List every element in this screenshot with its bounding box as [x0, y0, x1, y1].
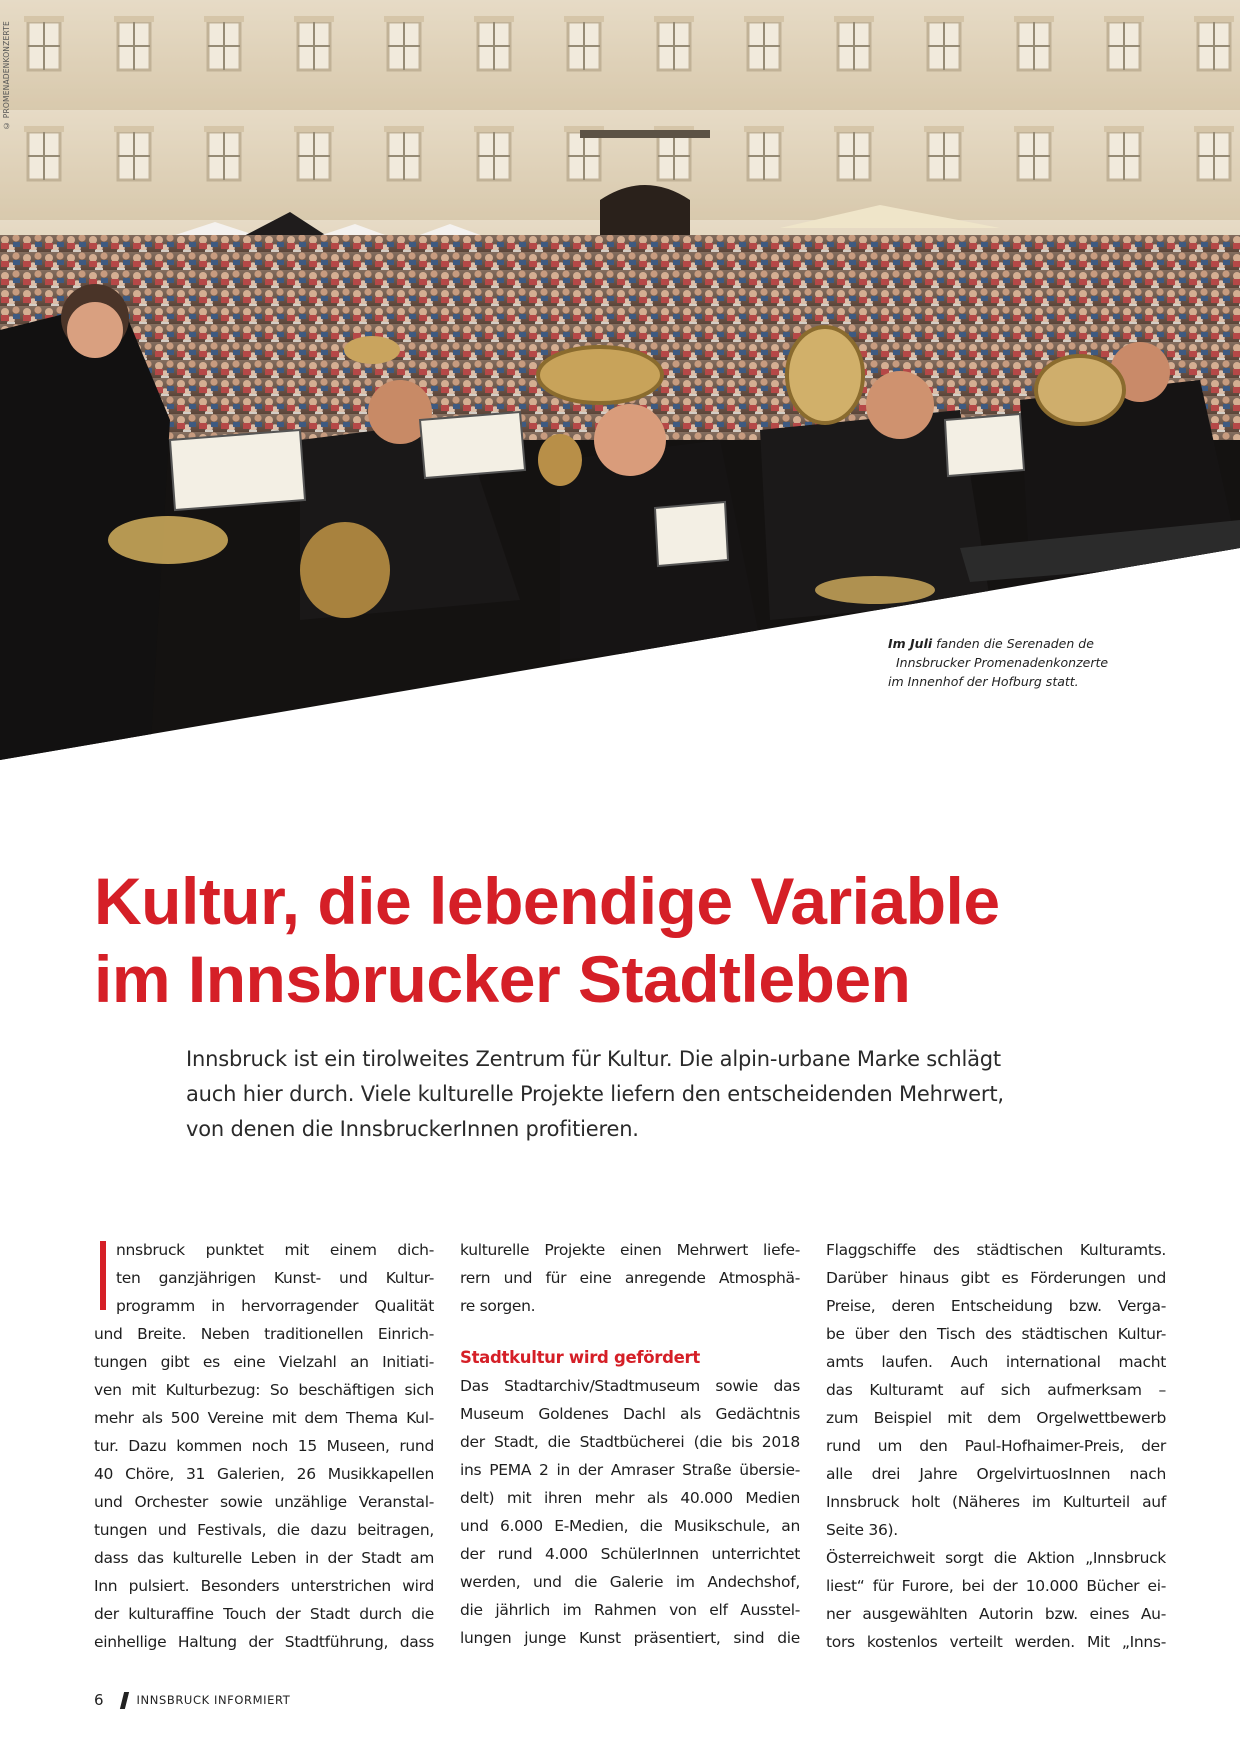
body-text-line: und 6.000 E-Medien, die Musikschule, an — [460, 1517, 800, 1535]
body-text-line: tungen und Festivals, die dazu beitragen, — [94, 1521, 434, 1539]
body-text-line: der Stadt, die Stadtbücherei (die bis 2018 — [460, 1433, 800, 1451]
body-text-line: der kulturaffine Touch der Stadt durch die — [94, 1605, 434, 1623]
body-text-line: Innsbruck holt (Näheres im Kulturteil auf — [826, 1493, 1166, 1511]
lead-line-3: von denen die InnsbruckerInnen profitieren. — [186, 1117, 639, 1141]
body-text-line: Das Stadtarchiv/Stadtmuseum sowie das — [460, 1377, 800, 1395]
publication-name: INNSBRUCK INFORMIERT — [136, 1693, 291, 1707]
body-text-line: be über den Tisch des städtischen Kultur- — [826, 1325, 1166, 1343]
body-text-line: tungen gibt es eine Vielzahl an Initiati- — [94, 1353, 434, 1371]
caption-line-2: Innsbrucker Promenadenkonzerte — [896, 655, 1109, 670]
body-column-1 — [94, 1236, 434, 1656]
body-text-line: ner ausgewählten Autorin bzw. eines Au- — [826, 1605, 1166, 1623]
body-text-line: delt) mit ihren mehr als 40.000 Medien — [460, 1489, 800, 1507]
body-text-line: liest“ für Furore, bei der 10.000 Bücher ei- — [826, 1577, 1166, 1595]
body-text-line: kulturelle Projekte einen Mehrwert liefe- — [460, 1241, 800, 1259]
headline-line-1: Kultur, die lebendige Variable — [94, 864, 1000, 938]
body-text-line: alle drei Jahre OrgelvirtuosInnen nach — [826, 1465, 1166, 1483]
article-headline — [94, 862, 1194, 1018]
body-text-line: Seite 36). — [826, 1521, 898, 1539]
paragraph-spacer — [460, 1320, 800, 1344]
body-text-line: 40 Chöre, 31 Galerien, 26 Musikkapellen — [94, 1465, 434, 1483]
headline-line-2: im Innsbrucker Stadtleben — [94, 942, 911, 1016]
caption-lead: Im Juli — [888, 636, 933, 651]
body-text-line: ins PEMA 2 in der Amraser Straße übersie- — [460, 1461, 800, 1479]
body-text-line: ven mit Kulturbezug: So beschäftigen sich — [94, 1381, 434, 1399]
body-text-line: der rund 4.000 SchülerInnen unterrichtet — [460, 1545, 800, 1563]
footer-slash-icon — [119, 1692, 128, 1709]
lead-line-1: Innsbruck ist ein tirolweites Zentrum für Kultur. Die alpin-urbane Marke schlägt — [186, 1047, 1001, 1071]
caption-line-1 — [888, 634, 1158, 653]
body-text-line: rund um den Paul-Hofhaimer-Preis, der — [826, 1437, 1166, 1455]
body-text-line: Flaggschiffe des städtischen Kulturamts. — [826, 1241, 1166, 1259]
body-text-line: das Kulturamt auf sich aufmerksam – — [826, 1381, 1166, 1399]
body-text-line: mehr als 500 Vereine mit dem Thema Kul- — [94, 1409, 434, 1427]
body-text-line: ten ganzjährigen Kunst- und Kultur- — [116, 1269, 434, 1287]
body-text-line: nnsbruck punktet mit einem dich- — [116, 1241, 434, 1259]
body-text-line: programm in hervorragender Qualität — [116, 1297, 434, 1315]
body-text-line: die jährlich im Rahmen von elf Ausstel- — [460, 1601, 800, 1619]
article-lead — [186, 1042, 1086, 1147]
body-text-line: tur. Dazu kommen noch 15 Museen, rund — [94, 1437, 434, 1455]
body-text-line: werden, und die Galerie im Andechshof, — [460, 1573, 800, 1591]
body-text-line: dass das kulturelle Leben in der Stadt am — [94, 1549, 434, 1567]
page-number: 6 — [94, 1691, 104, 1709]
body-text-line: rern und für eine anregende Atmosphä- — [460, 1269, 800, 1287]
body-text-line: und Breite. Neben traditionellen Einrich- — [94, 1325, 434, 1343]
body-text-line: Österreichweit sorgt die Aktion „Innsbruck — [826, 1549, 1166, 1567]
body-text-line: Darüber hinaus gibt es Förderungen und — [826, 1269, 1166, 1287]
body-column-3 — [826, 1236, 1166, 1656]
body-text-line: re sorgen. — [460, 1297, 536, 1315]
body-text-line: tors kostenlos verteilt werden. Mit „Inns- — [826, 1633, 1166, 1651]
body-text-line: zum Beispiel mit dem Orgelwettbewerb — [826, 1409, 1166, 1427]
photo-caption — [888, 634, 1158, 691]
body-text-line: Museum Goldenes Dachl als Gedächtnis — [460, 1405, 800, 1423]
caption-line-3: im Innenhof der Hofburg statt. — [888, 674, 1079, 689]
page-footer — [94, 1688, 290, 1712]
caption-line-1-rest: fanden die Serenaden de — [932, 636, 1094, 651]
body-text-line: Preise, deren Entscheidung bzw. Verga- — [826, 1297, 1166, 1315]
lead-line-2: auch hier durch. Viele kulturelle Projekte liefern den entscheidenden Mehrwert, — [186, 1082, 1004, 1106]
body-column-2 — [460, 1236, 800, 1652]
section-subheading: Stadtkultur wird gefördert — [460, 1348, 700, 1367]
photo-credit: © PROMENADENKONZERTE — [2, 21, 11, 130]
body-text-line: Inn pulsiert. Besonders unterstrichen wird — [94, 1577, 434, 1595]
body-text-line: und Orchester sowie unzählige Veranstal- — [94, 1493, 434, 1511]
body-text-line: lungen junge Kunst präsentiert, sind die — [460, 1629, 800, 1647]
body-text-line: einhellige Haltung der Stadtführung, dass — [94, 1633, 434, 1651]
body-text-line: amts laufen. Auch international macht — [826, 1353, 1166, 1371]
